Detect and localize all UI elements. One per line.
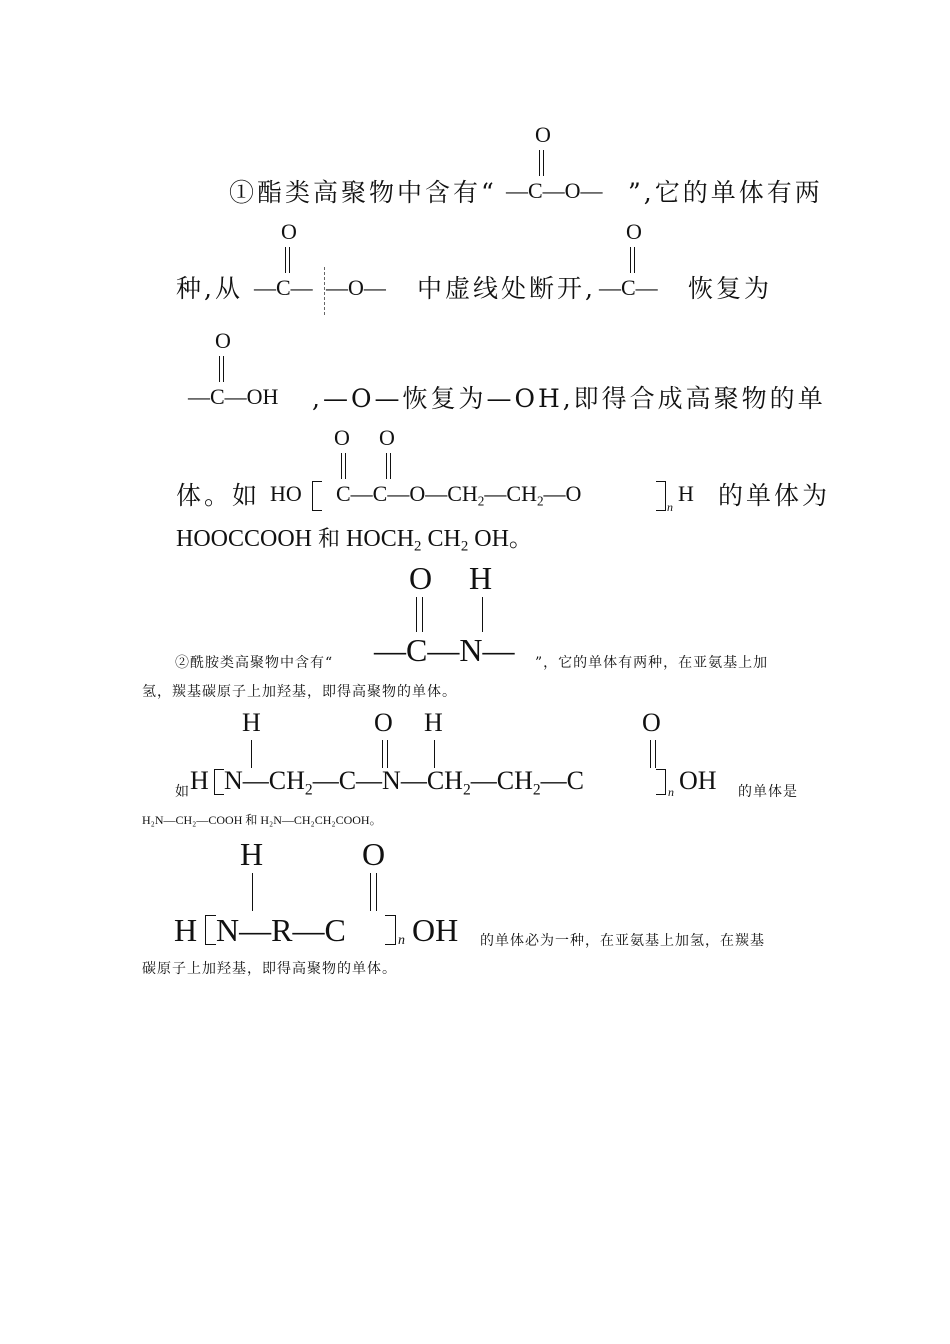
carbonyl-oxygen-1: O	[334, 425, 350, 450]
amine-hydrogen: H	[240, 836, 264, 872]
polyester-structure	[270, 427, 710, 517]
double-bond	[630, 247, 635, 273]
polyester-repeat-unit: $C—C—O—CH_2—CH_2—O$	[336, 481, 582, 509]
ester-cleavage-structure	[254, 221, 404, 316]
carbonyl-oxygen: O	[281, 219, 297, 244]
repeat-count-n: n	[668, 785, 674, 799]
carbonyl-oxygen: O	[215, 328, 231, 353]
right-repeat-bracket	[656, 481, 666, 511]
double-bond-2	[650, 740, 656, 768]
single-bond-1	[251, 740, 252, 768]
amine-hydrogen: H	[469, 560, 493, 596]
carbonyl-oxygen: O	[362, 836, 386, 872]
polyester-end-ho: HO	[270, 481, 302, 506]
para3-line2: 碳原子上加羟基，即得高聚物的单体。	[142, 961, 397, 977]
ester-group-structure	[506, 124, 626, 210]
double-bond	[416, 597, 423, 632]
repeat-count-n: n	[398, 933, 405, 948]
double-bond-2	[386, 453, 391, 479]
left-repeat-bracket	[312, 481, 322, 511]
double-bond-1	[341, 453, 346, 479]
carbonyl-oxygen-2: O	[379, 425, 395, 450]
para2-line2: 氢，羰基碳原子上加羟基，即得高聚物的单体。	[142, 684, 457, 700]
polyamide-end-h: H	[190, 766, 209, 795]
para2-example-suffix: 的单体是	[738, 784, 798, 800]
carbonyl-oxygen: O	[535, 122, 551, 147]
para2-line1-prefix: ②酰胺类高聚物中含有“	[175, 655, 334, 671]
carbonyl-fragment-structure	[599, 221, 679, 307]
carbonyl-oxygen-2: O	[642, 708, 661, 737]
carbonyl-group: —C—	[599, 275, 658, 300]
para3-line1-suffix: 的单体必为一种，在亚氨基上加氢，在羰基	[480, 933, 765, 949]
polyamide-end-oh: OH	[679, 766, 717, 795]
para1-line5: HOOCCOOH 和 HOCH2 CH2 OH。	[176, 526, 533, 555]
para1-line4-prefix: 体。如	[176, 481, 261, 510]
amide-linkage: —C—N—	[374, 632, 515, 668]
polymer-repeat-unit: N—R—C	[216, 912, 346, 948]
para1-line1-prefix: ①酯类高聚物中含有“	[229, 178, 497, 207]
para1-line2-suffix: 恢复为	[688, 274, 773, 303]
polyester-end-h: H	[678, 481, 694, 506]
polyamide-structure	[190, 710, 740, 800]
amide-group-structure	[374, 562, 544, 672]
ester-linkage: —C—O—	[506, 178, 603, 203]
double-bond-1	[382, 740, 388, 768]
left-repeat-bracket	[205, 915, 216, 945]
carbonyl-oxygen-1: O	[374, 708, 393, 737]
double-bond	[219, 356, 224, 382]
para2-monomers: H₂N—CH₂—COOH 和 H₂N—CH₂CH₂COOH。	[142, 813, 382, 827]
right-repeat-bracket	[656, 769, 666, 795]
ester-fragment-right: —O—	[326, 275, 386, 300]
para2-line1-suffix: ”，它的单体有两种，在亚氨基上加	[535, 655, 769, 671]
para1-line4-suffix: 的单体为	[718, 481, 831, 510]
right-repeat-bracket	[385, 915, 396, 945]
polyamide-repeat-unit: $N—CH_2—C—N—CH_2—CH_2—C$	[224, 766, 585, 799]
carboxyl-group: —C—OH	[188, 384, 279, 409]
double-bond	[285, 247, 290, 273]
double-bond	[370, 873, 377, 911]
cleavage-dashed-line	[324, 267, 325, 315]
amine-hydrogen-2: H	[424, 708, 443, 737]
ester-fragment-left: —C—	[254, 275, 313, 300]
single-bond-2	[434, 740, 435, 768]
para1-line1-suffix: ”,它的单体有两	[628, 178, 823, 207]
polymer-end-h: H	[174, 912, 198, 948]
repeat-count-n: n	[667, 500, 673, 514]
polymer-end-oh: OH	[412, 912, 459, 948]
single-bond	[252, 873, 253, 911]
para1-line3-tail: ,—O—恢复为—OH,即得合成高聚物的单	[312, 384, 826, 413]
carboxyl-structure	[188, 330, 308, 416]
amine-hydrogen-1: H	[242, 708, 261, 737]
carbonyl-oxygen: O	[409, 560, 433, 596]
polyamide-single-monomer-structure	[174, 838, 484, 950]
double-bond	[539, 150, 544, 176]
left-repeat-bracket	[214, 769, 224, 795]
para1-line2-mid: 中虚线处断开,	[417, 274, 596, 303]
para1-line2-prefix: 种,从	[176, 274, 243, 303]
carbonyl-oxygen: O	[626, 219, 642, 244]
para2-example-prefix: 如	[175, 784, 190, 800]
single-bond	[482, 597, 483, 632]
